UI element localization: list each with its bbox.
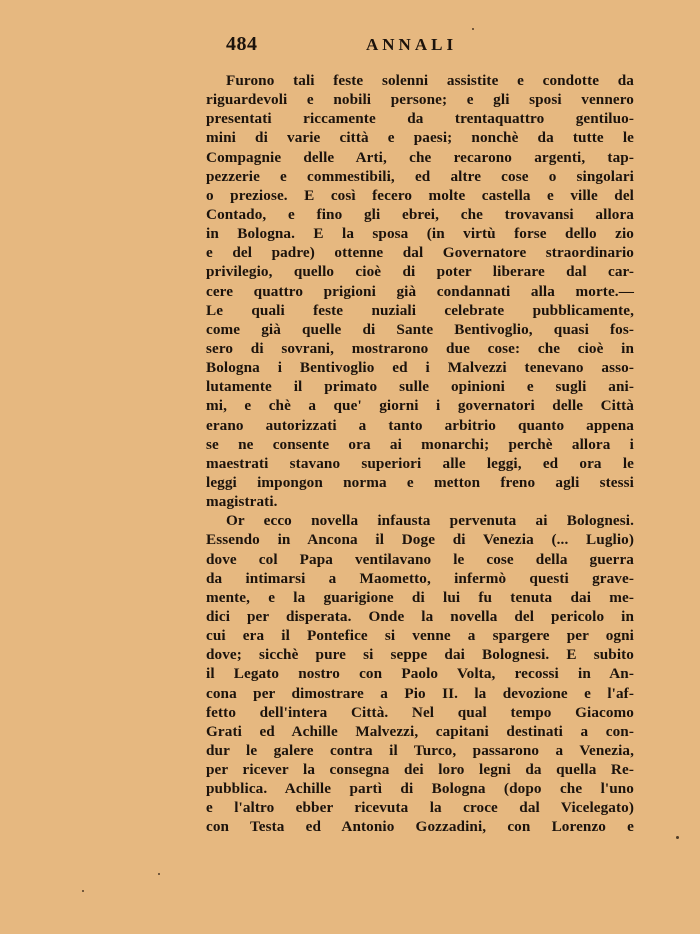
- text-line: Grati ed Achille Malvezzi, capitani destinati a con-: [206, 722, 634, 740]
- text-line: per ricever la consegna dei loro legni da quella Re-: [206, 761, 634, 779]
- text-line: lutamente il primato sulle opinioni e sugli ani-: [206, 378, 634, 396]
- text-line: privilegio, quello cioè di poter liberare dal car-: [206, 263, 634, 281]
- text-line: cui era il Pontefice si venne a spargere per ogni: [206, 627, 634, 645]
- page-number: 484: [226, 33, 258, 55]
- text-line: dici per disperata. Onde la novella del pericolo in: [206, 607, 634, 625]
- page-header: [226, 33, 526, 63]
- text-line: come già quelle di Sante Bentivoglio, quasi fos-: [206, 320, 634, 338]
- text-line: Contado, e fino gli ebrei, che trovavansi allora: [206, 205, 634, 223]
- ink-speck: [472, 28, 474, 30]
- text-line: Compagnie delle Arti, che recarono argenti, tap-: [206, 148, 634, 166]
- text-line: dove col Papa ventilavano le cose della guerra: [206, 550, 634, 568]
- text-line: da intimarsi a Maometto, infermò questi grave-: [206, 569, 634, 587]
- text-line: e del padre) ottenne dal Governatore straordinario: [206, 244, 634, 262]
- text-line: se ne consente ora ai monarchi; perchè allora i: [206, 435, 634, 453]
- text-line: mi, e chè a que' giorni i governatori delle Città: [206, 397, 634, 415]
- text-line: mini di varie città e paesi; nonchè da tutte le: [206, 129, 634, 147]
- text-line: dur le galere contra il Turco, passarono a Venezia,: [206, 741, 634, 759]
- text-line: o preziose. E così fecero molte castella e ville del: [206, 186, 634, 204]
- text-line: fetto dell'intera Città. Nel qual tempo Giacomo: [206, 703, 634, 721]
- text-line: magistrati.: [206, 493, 278, 511]
- text-line: leggi impongon norma e metton freno agli stessi: [206, 473, 634, 491]
- text-line: Furono tali feste solenni assistite e condotte da: [226, 72, 634, 89]
- body-text: [206, 71, 634, 837]
- text-line: sero di sovrani, mostrarono due cose: che cioè in: [206, 339, 634, 357]
- text-line: maestrati stavano superiori alle leggi, ed ora le: [206, 454, 634, 472]
- text-line: presentati riccamente da trentaquattro gentiluo-: [206, 110, 634, 128]
- text-line: Essendo in Ancona il Doge di Venezia (... Luglio): [206, 531, 634, 549]
- text-line: cona per dimostrare a Pio II. la devozione e l'af-: [206, 684, 634, 702]
- text-line: mente, e la guarigione di lui fu tenuta dai me-: [206, 588, 634, 606]
- text-line: cere quattro prigioni già condannati alla morte.—: [206, 282, 634, 300]
- text-line: e l'altro ebber ricevuta la croce dal Vicelegato): [206, 799, 634, 817]
- ink-speck: [158, 873, 160, 875]
- text-line: con Testa ed Antonio Gozzadini, con Lorenzo e: [206, 818, 634, 836]
- paragraph-2: [206, 511, 634, 836]
- ink-speck: [82, 890, 84, 892]
- text-line: Or ecco novella infausta pervenuta ai Bolognesi.: [226, 512, 634, 530]
- text-line: Bologna i Bentivoglio ed i Malvezzi tenevano asso-: [206, 359, 634, 377]
- paragraph-1: [206, 71, 634, 511]
- ink-speck: [676, 836, 679, 839]
- text-line: Le quali feste nuziali celebrate pubblicamente,: [206, 301, 634, 319]
- text-line: in Bologna. E la sposa (in virtù forse dello zio: [206, 225, 634, 243]
- text-line: dove; sicchè pure si seppe dai Bolognesi. E subito: [206, 646, 634, 664]
- text-line: riguardevoli e nobili persone; e gli sposi vennero: [206, 91, 634, 109]
- running-title: ANNALI: [366, 35, 458, 54]
- text-line: il Legato nostro con Paolo Volta, recossi in An-: [206, 665, 634, 683]
- text-line: pezzerie e commestibili, ed altre cose o singolari: [206, 167, 634, 185]
- text-line: pubblica. Achille partì di Bologna (dopo che l'uno: [206, 780, 634, 798]
- text-line: erano autorizzati a tanto arbitrio quanto appena: [206, 416, 634, 434]
